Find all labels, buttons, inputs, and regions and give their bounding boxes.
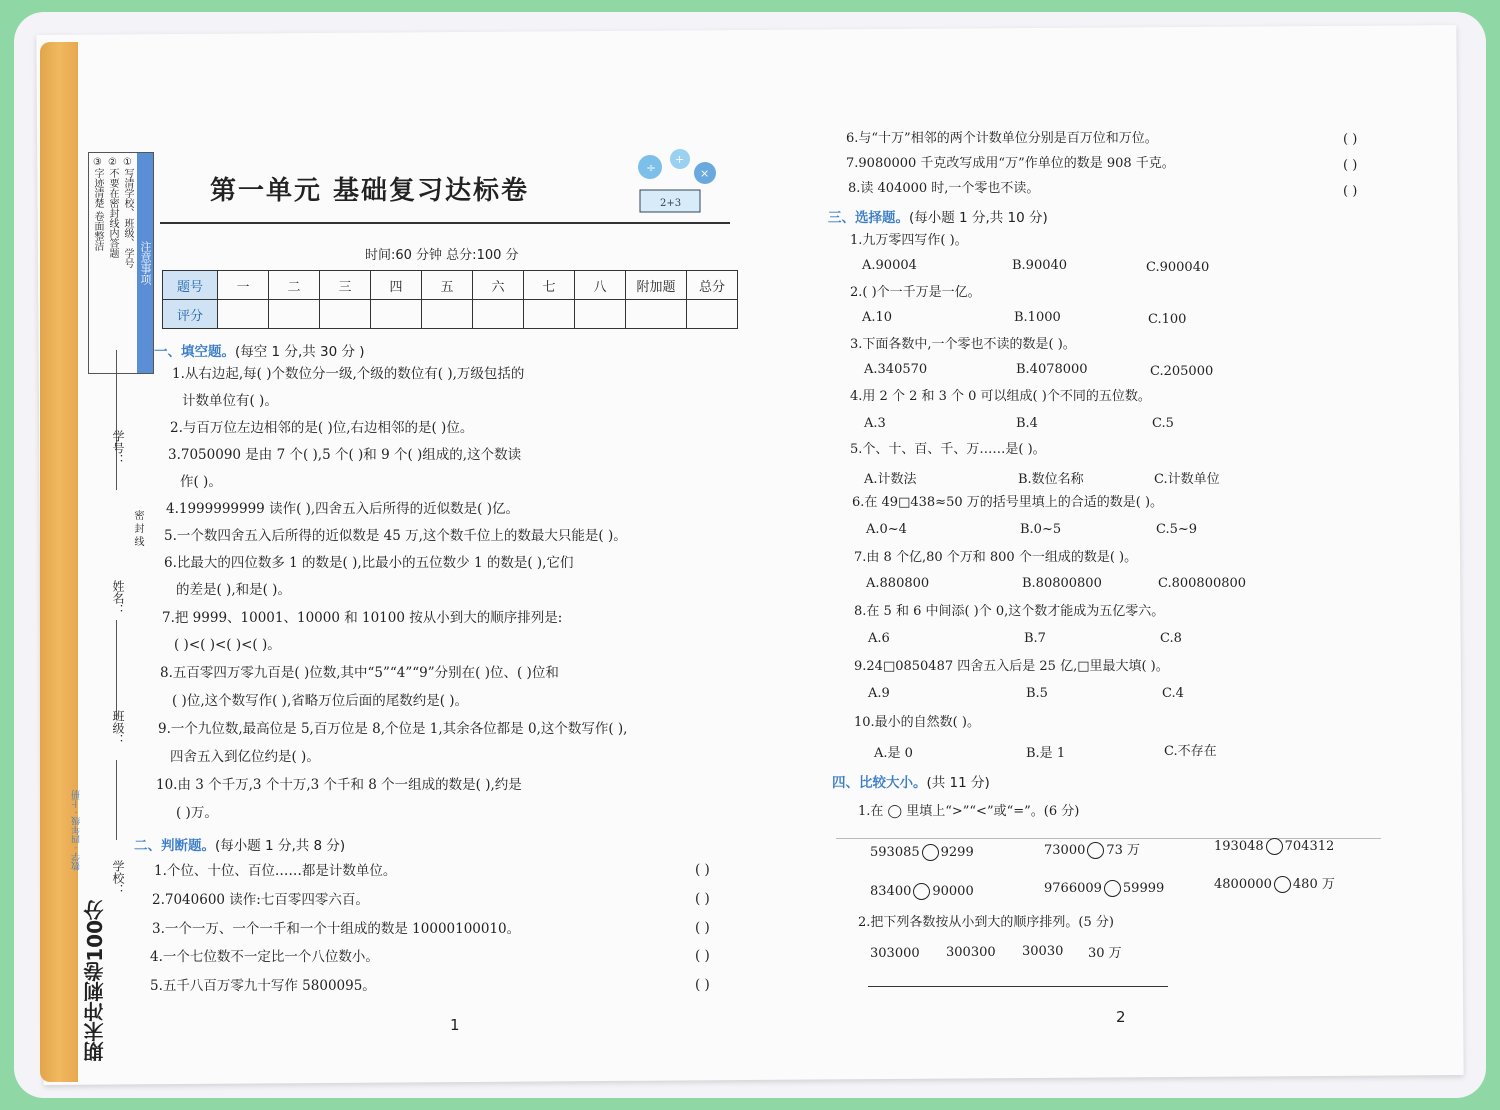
score-col: 七 — [524, 271, 575, 300]
fill-question: 5.一个数四舍五入后所得的近似数是 45 万,这个数千位上的数最大只能是( )。 — [164, 528, 627, 544]
judge-answer[interactable]: ( ) — [695, 977, 710, 993]
choice-question: 7.由 8 个亿,80 个万和 800 个一组成的数是( )。 — [854, 550, 1138, 565]
choice-option[interactable]: B.80800800 — [1022, 576, 1102, 591]
fill-question: 8.五百零四万零九百是( )位数,其中“5”“4”“9”分别在( )位、( )位和 — [160, 665, 559, 681]
answer-line[interactable] — [868, 986, 1168, 987]
score-col: 二 — [269, 271, 320, 300]
section-choice-title: 三、选择题。(每小题 1 分,共 10 分) — [828, 210, 1048, 226]
choice-option[interactable]: B.1000 — [1014, 310, 1061, 325]
compare-pair: 9766009 59999 — [1044, 881, 1165, 896]
score-cell[interactable] — [687, 300, 738, 329]
compare-circle[interactable] — [1087, 842, 1104, 859]
judge-answer[interactable]: ( ) — [695, 862, 710, 878]
school-label: 学校： — [111, 860, 125, 896]
svg-text:+: + — [675, 153, 685, 166]
compare-pair: 73000 73 万 — [1044, 843, 1141, 858]
choice-option[interactable]: B.是 1 — [1026, 746, 1066, 761]
svg-text:×: × — [700, 167, 710, 180]
title-divider — [160, 222, 730, 224]
choice-option[interactable]: C.800800800 — [1158, 576, 1247, 591]
judge-question: 8.读 404000 时,一个零也不读。 — [848, 181, 1040, 196]
score-cell[interactable] — [371, 300, 422, 329]
compare-circle[interactable] — [1266, 838, 1283, 855]
judge-answer[interactable]: ( ) — [1343, 132, 1358, 147]
choice-option[interactable]: B.数位名称 — [1018, 472, 1084, 487]
judge-answer[interactable]: ( ) — [1343, 158, 1358, 173]
field-line — [116, 350, 117, 490]
compare-pair: 83400 90000 — [870, 884, 974, 899]
score-table — [162, 270, 738, 329]
book-spine — [40, 42, 78, 1082]
name-label: 姓名： — [111, 580, 125, 616]
score-col: 五 — [422, 271, 473, 300]
choice-option[interactable]: C.900040 — [1146, 260, 1210, 275]
choice-option[interactable]: B.5 — [1026, 686, 1048, 701]
brand-title: 期末冲刺卷100分 — [83, 900, 107, 1062]
fill-question: 作( )。 — [180, 474, 222, 490]
choice-question: 8.在 5 和 6 中间添( )个 0,这个数才能成为五亿零六。 — [854, 604, 1165, 619]
choice-question: 10.最小的自然数( )。 — [854, 715, 980, 730]
score-cell[interactable] — [320, 300, 371, 329]
fill-question: 2.与百万位左边相邻的是( )位,右边相邻的是( )位。 — [170, 420, 474, 436]
score-col: 三 — [320, 271, 371, 300]
seal-line-label: 密 封 线 — [132, 510, 143, 547]
choice-option[interactable]: A.计数法 — [864, 472, 917, 487]
choice-question: 5.个、十、百、千、万……是( )。 — [850, 442, 1046, 457]
score-head-grade: 评分 — [163, 300, 218, 329]
page-number: 2 — [1116, 1008, 1126, 1026]
judge-answer[interactable]: ( ) — [695, 891, 710, 907]
choice-option[interactable]: C.5~9 — [1156, 522, 1198, 537]
choice-question: 3.下面各数中,一个零也不读的数是( )。 — [850, 337, 1076, 352]
page-right — [828, 128, 1418, 1048]
compare-circle[interactable] — [922, 844, 939, 861]
score-cell[interactable] — [269, 300, 320, 329]
score-cell[interactable] — [473, 300, 524, 329]
section-judge-title: 二、判断题。(每小题 1 分,共 8 分) — [134, 838, 346, 854]
section-compare-title: 四、比较大小。(共 11 分) — [832, 775, 990, 791]
fill-question: ( )位,这个数写作( ),省略万位后面的尾数约是( )。 — [172, 693, 469, 709]
fill-question: 7.把 9999、10001、10000 和 10100 按从小到大的顺序排列是: — [162, 610, 563, 626]
choice-option[interactable]: A.3 — [864, 416, 886, 431]
exam-meta: 时间:60 分钟 总分:100 分 — [365, 248, 519, 263]
compare-question: 1.在 ◯ 里填上“>”“<”或“=”。(6 分) — [858, 804, 1080, 819]
choice-question: 1.九万零四写作( )。 — [850, 233, 968, 248]
choice-option[interactable]: C.4 — [1162, 686, 1184, 701]
sort-number: 300300 — [946, 945, 996, 960]
fill-question: ( )万。 — [176, 805, 218, 821]
student-id-label: 学号： — [111, 430, 125, 466]
compare-pair: 193048 704312 — [1214, 839, 1335, 854]
judge-answer[interactable]: ( ) — [695, 948, 710, 964]
notice-tag: 注意事项 — [137, 153, 153, 373]
fill-question: 9.一个九位数,最高位是 5,百万位是 8,个位是 1,其余各位都是 0,这个数写作( ), — [158, 721, 628, 737]
score-cell[interactable] — [626, 300, 687, 329]
choice-option[interactable]: B.90040 — [1012, 258, 1068, 273]
choice-option[interactable]: A.340570 — [864, 362, 928, 377]
choice-option[interactable]: C.计数单位 — [1154, 472, 1220, 487]
choice-question: 9.24□0850487 四舍五入后是 25 亿,□里最大填( )。 — [854, 659, 1169, 674]
score-col: 八 — [575, 271, 626, 300]
score-col: 一 — [218, 271, 269, 300]
notice-items: ①写清学校、班级、学号 ②不要在密封线内答题 ③字迹清楚 卷面整洁 — [92, 157, 133, 268]
judge-question: 2.7040600 读作:七百零四零六百。 — [152, 892, 369, 908]
svg-text:2+3: 2+3 — [660, 198, 682, 209]
judge-answer[interactable]: ( ) — [1343, 184, 1358, 199]
score-col: 总分 — [687, 271, 738, 300]
choice-option[interactable]: C.5 — [1152, 416, 1174, 431]
judge-question: 1.个位、十位、百位……都是计数单位。 — [154, 863, 397, 879]
sort-number: 30030 — [1022, 944, 1064, 959]
brand-subtitle: 数学 · 四年级 · 上册 — [72, 790, 82, 871]
choice-question: 4.用 2 个 2 和 3 个 0 可以组成( )个不同的五位数。 — [850, 389, 1151, 404]
score-cell[interactable] — [422, 300, 473, 329]
fill-question: 4.1999999999 读作( ),四舍五入后所得的近似数是( )亿。 — [166, 501, 520, 517]
fill-question: 四舍五入到亿位约是( )。 — [170, 749, 320, 765]
choice-question: 2.( )个一千万是一亿。 — [850, 285, 981, 300]
fill-question: 10.由 3 个千万,3 个十万,3 个千和 8 个一组成的数是( ),约是 — [156, 777, 522, 793]
choice-option[interactable]: A.0~4 — [866, 522, 907, 537]
page-number: 1 — [450, 1016, 460, 1034]
choice-option[interactable]: A.6 — [868, 631, 890, 646]
judge-answer[interactable]: ( ) — [695, 920, 710, 936]
choice-option[interactable]: B.0~5 — [1020, 522, 1062, 537]
choice-option[interactable]: A.90004 — [862, 258, 917, 273]
score-col: 六 — [473, 271, 524, 300]
sort-question: 2.把下列各数按从小到大的顺序排列。(5 分) — [858, 915, 1114, 930]
compare-pair: 4800000 480 万 — [1214, 877, 1335, 892]
judge-question: 6.与“十万”相邻的两个计数单位分别是百万位和万位。 — [846, 131, 1158, 146]
compare-pair: 593085 9299 — [870, 845, 974, 860]
choice-option[interactable]: C.205000 — [1150, 364, 1214, 379]
judge-question: 3.一个一万、一个一千和一个十组成的数是 10000100010。 — [152, 921, 521, 937]
choice-option[interactable]: B.4078000 — [1016, 362, 1088, 377]
choice-option[interactable]: A.9 — [868, 686, 890, 701]
fill-question: 计数单位有( )。 — [182, 393, 278, 409]
score-col: 附加题 — [626, 271, 687, 300]
choice-option[interactable]: A.是 0 — [874, 746, 913, 761]
compare-circle[interactable] — [1274, 876, 1291, 893]
fill-question: 6.比最大的四位数多 1 的数是( ),比最小的五位数少 1 的数是( ),它们 — [164, 555, 574, 571]
score-cell[interactable] — [218, 300, 269, 329]
choice-option[interactable]: A.880800 — [866, 576, 930, 591]
fill-question: 3.7050090 是由 7 个( ),5 个( )和 9 个( )组成的,这个数读 — [168, 447, 522, 463]
fill-question: 1.从右边起,每( )个数位分一级,个级的数位有( ),万级包括的 — [172, 366, 525, 382]
compare-circle[interactable] — [913, 883, 930, 900]
choice-option[interactable]: B.4 — [1016, 416, 1038, 431]
choice-question: 6.在 49□438≈50 万的括号里填上的合适的数是( )。 — [852, 495, 1164, 510]
choice-option[interactable]: B.7 — [1024, 631, 1046, 646]
sort-number: 303000 — [870, 946, 920, 961]
choice-option[interactable]: A.10 — [862, 310, 893, 325]
sort-number: 30 万 — [1088, 946, 1122, 961]
section-fill-title: 一、填空题。(每空 1 分,共 30 分 ) — [154, 344, 365, 360]
judge-question: 7.9080000 千克改写成用“万”作单位的数是 908 千克。 — [846, 156, 1175, 171]
fill-question: 的差是( ),和是( )。 — [176, 582, 291, 598]
choice-option[interactable]: C.不存在 — [1164, 744, 1217, 759]
score-col: 四 — [371, 271, 422, 300]
choice-option[interactable]: C.8 — [1160, 631, 1182, 646]
exam-title: 第一单元 基础复习达标卷 — [210, 176, 530, 206]
choice-option[interactable]: C.100 — [1148, 312, 1187, 327]
math-illustration-icon — [620, 145, 730, 225]
judge-question: 5.五千八百万零九十写作 5800095。 — [150, 978, 376, 994]
svg-text:÷: ÷ — [646, 161, 657, 175]
notice-box — [88, 152, 154, 374]
score-cell[interactable] — [575, 300, 626, 329]
compare-circle[interactable] — [1104, 880, 1121, 897]
field-line — [116, 620, 117, 720]
score-head-question: 题号 — [163, 271, 218, 300]
judge-question: 4.一个七位数不一定比一个八位数小。 — [150, 949, 379, 965]
score-cell[interactable] — [524, 300, 575, 329]
class-label: 班级： — [111, 710, 125, 746]
field-line — [116, 760, 117, 840]
fill-question: ( )<( )<( )<( )。 — [174, 637, 281, 653]
